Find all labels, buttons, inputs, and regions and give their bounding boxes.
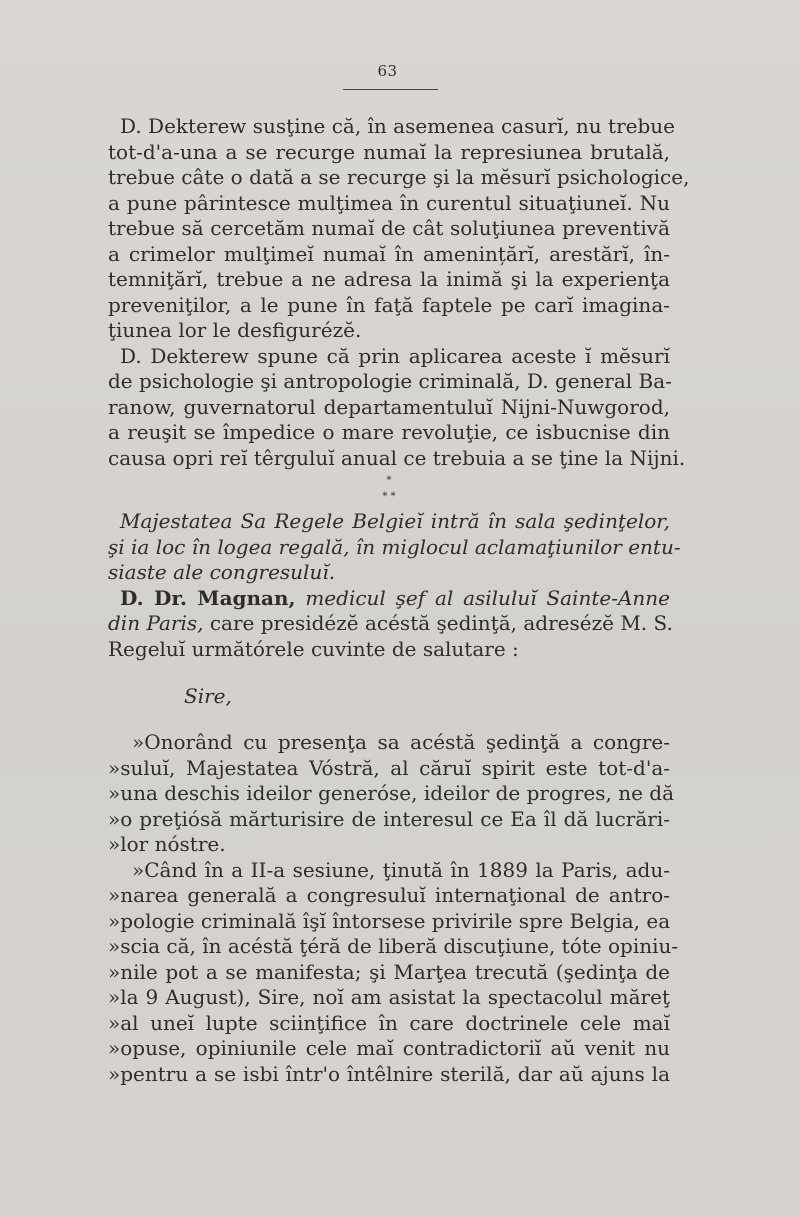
text-line: »al uneĭ lupte sciinţifice în care doctrinele cele maĭ bbox=[108, 1010, 670, 1035]
text-line: »pologie criminală îşĭ întorsese privirile spre Belgia, ea bbox=[108, 908, 671, 933]
text-line: »pentru a se isbi într'o întêlnire sterilă, dar aŭ ajuns la bbox=[108, 1061, 670, 1086]
text-line: trebue câte o dată a se recurge şi la mĕsurĭ psichologice, bbox=[108, 165, 690, 189]
text-line bbox=[108, 611, 673, 637]
text-line: Majestatea Sa Regele Belgieĭ intră în sala şedinţelor, bbox=[120, 509, 670, 533]
text-line: »opuse, opiniunile cele maĭ contradictoriĭ aŭ venit nu bbox=[108, 1036, 670, 1060]
text-line bbox=[108, 586, 670, 612]
text-line: ţiunea lor le desfigurézĕ. bbox=[108, 318, 362, 342]
paragraph-2 bbox=[108, 343, 686, 472]
paragraph-3 bbox=[108, 509, 681, 586]
speaker-city: din Paris, bbox=[108, 611, 204, 635]
salutation: Sire, bbox=[184, 684, 232, 708]
quote-paragraph-2 bbox=[108, 857, 679, 1088]
text-line: D. Dekterew spune că prin aplicarea aceste ĭ mĕsurĭ bbox=[120, 343, 670, 368]
separator-star-top: * bbox=[386, 475, 392, 486]
text-line: causa opri reĭ têrguluĭ anual ce trebuia a se ţine la Nijni. bbox=[108, 445, 686, 470]
text-line: a crimelor mulţimeĭ numaĭ în amenințărĭ, arestărĭ, în- bbox=[108, 241, 670, 266]
text-line: de psichologie şi antropologie criminală, D. general Ba- bbox=[108, 369, 672, 393]
separator-star-bottom: * * bbox=[382, 491, 396, 502]
page-body bbox=[108, 114, 690, 1087]
text-line: »suluĭ, Majestatea Vóstră, al căruĭ spirit este tot-d'a- bbox=[108, 755, 670, 780]
text-line: ranow, guvernatorul departamentuluĭ Nijni-Nuwgorod, bbox=[108, 394, 670, 419]
text-line: şi ia loc în logea regală, în miglocul aclamaţiunilor entu- bbox=[108, 534, 681, 559]
text-line: siaste ale congresuluĭ. bbox=[108, 560, 336, 584]
text-line: preveniţilor, a le pune în faţă faptele pe carĭ imagina- bbox=[108, 292, 670, 317]
text-line: »narea generală a congresuluĭ internaţional de antro- bbox=[108, 883, 670, 907]
text-line: temniţărĭ, trebue a ne adresa la inimă şi la experienţa bbox=[108, 267, 670, 291]
text-line: »la 9 August), Sire, noĭ am asistat la spectacolul măreţ bbox=[108, 985, 670, 1009]
paragraph-4 bbox=[108, 585, 673, 663]
text-line: »lor nóstre. bbox=[108, 832, 226, 856]
text-line: »o preţiósă mărturisire de interesul ce Ea îl dă lucrări- bbox=[108, 806, 670, 831]
text-line: D. Dekterew susţine că, în asemenea casurĭ, nu trebue bbox=[120, 114, 675, 138]
text-line: trebue să cercetăm numaĭ de cât soluţiunea preventivă bbox=[108, 216, 670, 240]
speaker-name: D. Dr. Magnan, bbox=[120, 585, 296, 610]
text-line: a reuşit se împedice o mare revoluţie, ce isbucnise din bbox=[108, 420, 670, 444]
speaker-role: medicul şef al asiluluĭ Sainte-Anne bbox=[305, 585, 670, 610]
text-line: Regeluĭ următórele cuvinte de salutare : bbox=[108, 636, 519, 661]
spacer bbox=[108, 710, 670, 730]
text-line: a pune pârintesce mulţimea în curentul situaţiuneĭ. Nu bbox=[108, 190, 670, 215]
text-line: »nile pot a se manifesta; şi Marţea trecută (şedinţa de bbox=[108, 959, 670, 984]
spacer bbox=[108, 662, 670, 682]
text-line: »una deschis ideilor generóse, ideilor de progres, ne dă bbox=[108, 781, 675, 805]
text-line: »Onorând cu presenţa sa acéstă şedinţă a congre- bbox=[132, 730, 670, 754]
text-fragment: care presidézĕ acéstă şedinţă, adresézĕ M. S. bbox=[209, 611, 673, 635]
paragraph-1 bbox=[108, 114, 690, 344]
page-number: 63 bbox=[377, 62, 398, 80]
text-line: »Când în a II-a sesiune, ţinută în 1889 la Paris, adu- bbox=[132, 857, 670, 882]
quote-paragraph-1 bbox=[108, 730, 675, 858]
text-line: »scia că, în acéstă ţéră de liberă discuţiune, tóte opiniu- bbox=[108, 934, 679, 958]
text-line: tot-d'a-una a se recurge numaĭ la represiunea brutală, bbox=[108, 139, 670, 164]
header-rule bbox=[343, 89, 438, 90]
